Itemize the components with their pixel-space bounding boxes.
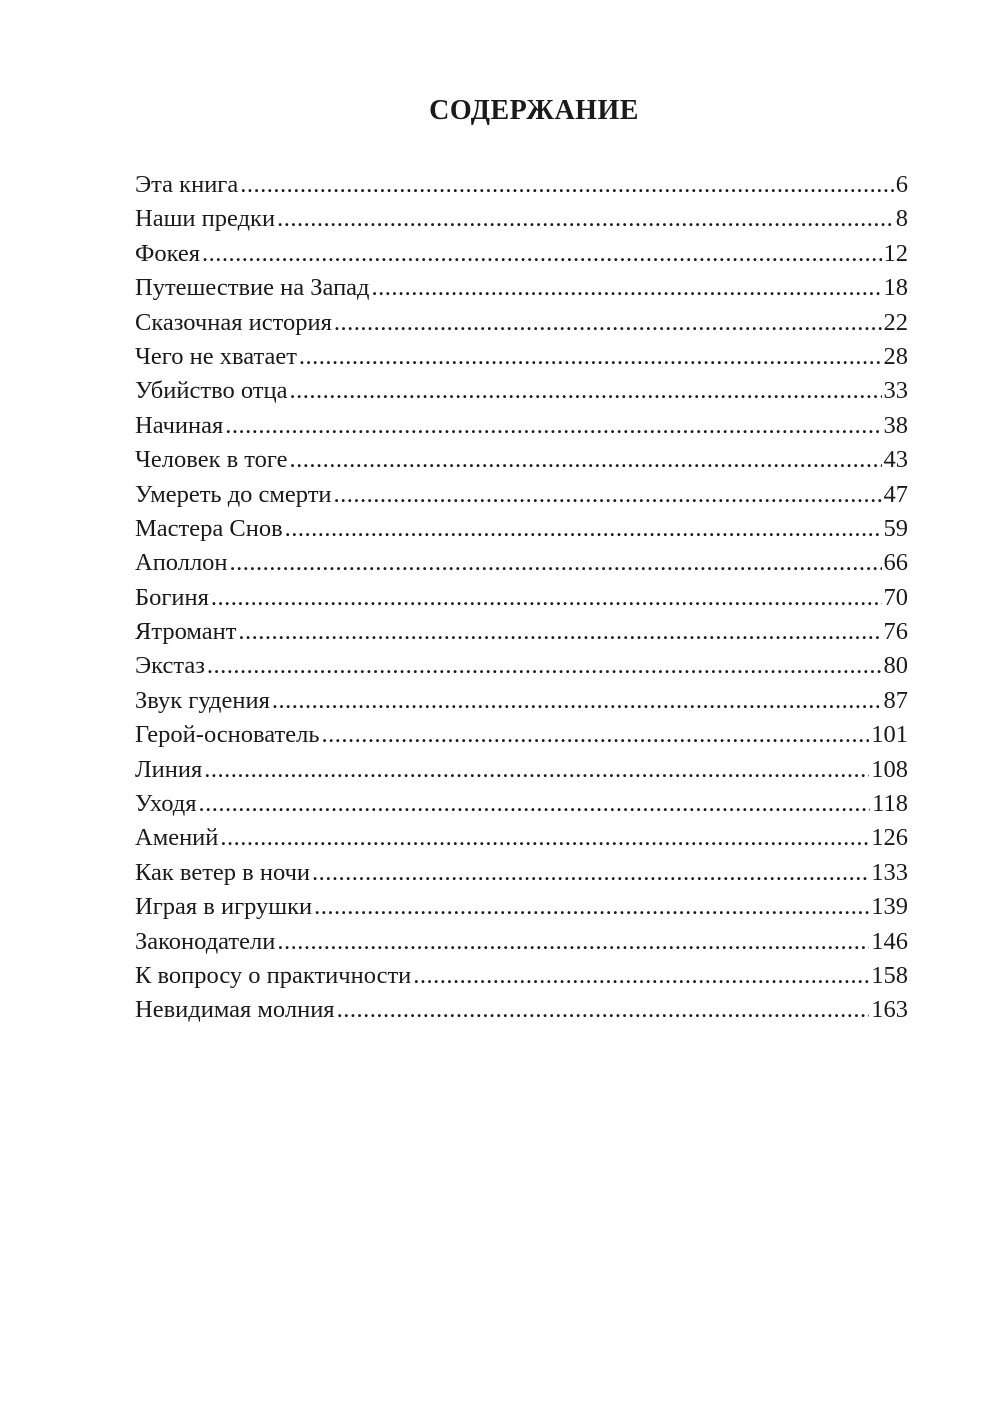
dot-leader — [225, 409, 881, 443]
toc-entry-page: 146 — [871, 927, 908, 955]
dot-leader — [230, 546, 882, 580]
toc-entry — [135, 753, 908, 787]
dot-leader — [238, 615, 881, 649]
toc-entry-title: Амений — [135, 824, 219, 852]
toc-entry-title: Чего не хватает — [135, 342, 297, 370]
toc-entry — [135, 718, 908, 752]
toc-entry — [135, 168, 908, 202]
toc-entry-page: 76 — [883, 618, 908, 646]
toc-entry-title: Играя в игрушки — [135, 893, 313, 921]
toc-entry-page: 8 — [895, 205, 908, 233]
toc-entry-title: Уходя — [135, 790, 197, 818]
toc-entry — [135, 202, 908, 236]
toc-entry — [135, 615, 908, 649]
toc-entry — [135, 959, 908, 993]
dot-leader — [289, 374, 881, 408]
toc-entry-title: Путешествие на Запад — [135, 274, 370, 302]
toc-entry-title: Экстаз — [135, 652, 205, 680]
toc-entry-page: 70 — [883, 583, 908, 611]
toc-entry-title: Наши предки — [135, 205, 276, 233]
toc-entry-page: 18 — [883, 274, 908, 302]
toc-entry-page: 139 — [871, 893, 908, 921]
toc-entry-title: Человек в тоге — [135, 446, 288, 474]
dot-leader — [277, 202, 894, 236]
toc-entry-page: 43 — [883, 446, 908, 474]
toc-entry-title: Начиная — [135, 411, 224, 439]
toc-entry-page: 38 — [883, 411, 908, 439]
toc-entry — [135, 237, 908, 271]
toc-entry-title: Герой-основатель — [135, 721, 320, 749]
dot-leader — [299, 340, 882, 374]
dot-leader — [334, 478, 882, 512]
toc-entry-page: 22 — [883, 308, 908, 336]
toc-entry-title: Аполлон — [135, 549, 228, 577]
toc-entry-page: 118 — [872, 790, 908, 818]
dot-leader — [312, 856, 869, 890]
toc-entry-page: 126 — [871, 824, 908, 852]
toc-entry — [135, 649, 908, 683]
toc-entry — [135, 684, 908, 718]
toc-entry — [135, 512, 908, 546]
toc-entry — [135, 787, 908, 821]
toc-entry — [135, 581, 908, 615]
toc-entry-page: 59 — [883, 514, 908, 542]
toc-entry-title: Умереть до смерти — [135, 480, 332, 508]
toc-entry-page: 80 — [883, 652, 908, 680]
dot-leader — [285, 512, 882, 546]
dot-leader — [322, 718, 870, 752]
toc-entry-page: 6 — [895, 171, 908, 198]
toc-entry — [135, 409, 908, 443]
dot-leader — [337, 993, 870, 1027]
toc-entry — [135, 993, 908, 1027]
toc-entry-title: Линия — [135, 755, 203, 783]
toc-entry-title: Мастера Снов — [135, 514, 283, 542]
toc-entry — [135, 443, 908, 477]
toc-entry-page: 28 — [883, 342, 908, 370]
toc-entry-page: 133 — [871, 858, 908, 886]
dot-leader — [240, 168, 894, 202]
dot-leader — [314, 890, 869, 924]
toc-entry-page: 108 — [871, 755, 908, 783]
toc-entry-page: 47 — [883, 480, 908, 508]
toc-entry — [135, 271, 908, 305]
dot-leader — [413, 959, 869, 993]
dot-leader — [211, 581, 882, 615]
toc-entry-title: Фокея — [135, 239, 201, 267]
dot-leader — [207, 649, 882, 683]
toc-entry — [135, 856, 908, 890]
dot-leader — [290, 443, 882, 477]
toc-entry-page: 87 — [883, 686, 908, 714]
toc-entry-page: 101 — [871, 721, 908, 749]
toc-entry-title: Эта книга — [135, 171, 239, 198]
toc-entry-title: Сказочная история — [135, 308, 332, 336]
dot-leader — [204, 753, 869, 787]
toc-entry-title: Невидимая молния — [135, 996, 335, 1024]
dot-leader — [272, 684, 882, 718]
toc-entry — [135, 821, 908, 855]
toc-entry — [135, 306, 908, 340]
toc-entry-title: Законодатели — [135, 927, 276, 955]
toc-entry — [135, 478, 908, 512]
toc-entry-title: К вопросу о практичности — [135, 961, 412, 989]
toc-entry — [135, 925, 908, 959]
toc-entry-title: Как ветер в ночи — [135, 858, 311, 886]
toc-entry-page: 33 — [883, 377, 908, 405]
table-of-contents — [135, 168, 908, 1028]
dot-leader — [202, 237, 881, 271]
toc-entry-page: 66 — [883, 549, 908, 577]
dot-leader — [334, 306, 882, 340]
toc-entry — [135, 890, 908, 924]
toc-entry-page: 158 — [871, 961, 908, 989]
toc-entry-title: Богиня — [135, 583, 209, 611]
toc-entry-page: 12 — [883, 239, 908, 267]
toc-entry-title: Убийство отца — [135, 377, 288, 405]
dot-leader — [199, 787, 871, 821]
toc-entry — [135, 340, 908, 374]
toc-entry — [135, 546, 908, 580]
toc-entry — [135, 374, 908, 408]
toc-entry-page: 163 — [871, 996, 908, 1024]
toc-entry-title: Ятромант — [135, 618, 237, 646]
toc-entry-title: Звук гудения — [135, 686, 270, 714]
dot-leader — [277, 925, 869, 959]
page-title: СОДЕРЖАНИЕ — [429, 95, 639, 126]
dot-leader — [220, 821, 869, 855]
dot-leader — [372, 271, 882, 305]
